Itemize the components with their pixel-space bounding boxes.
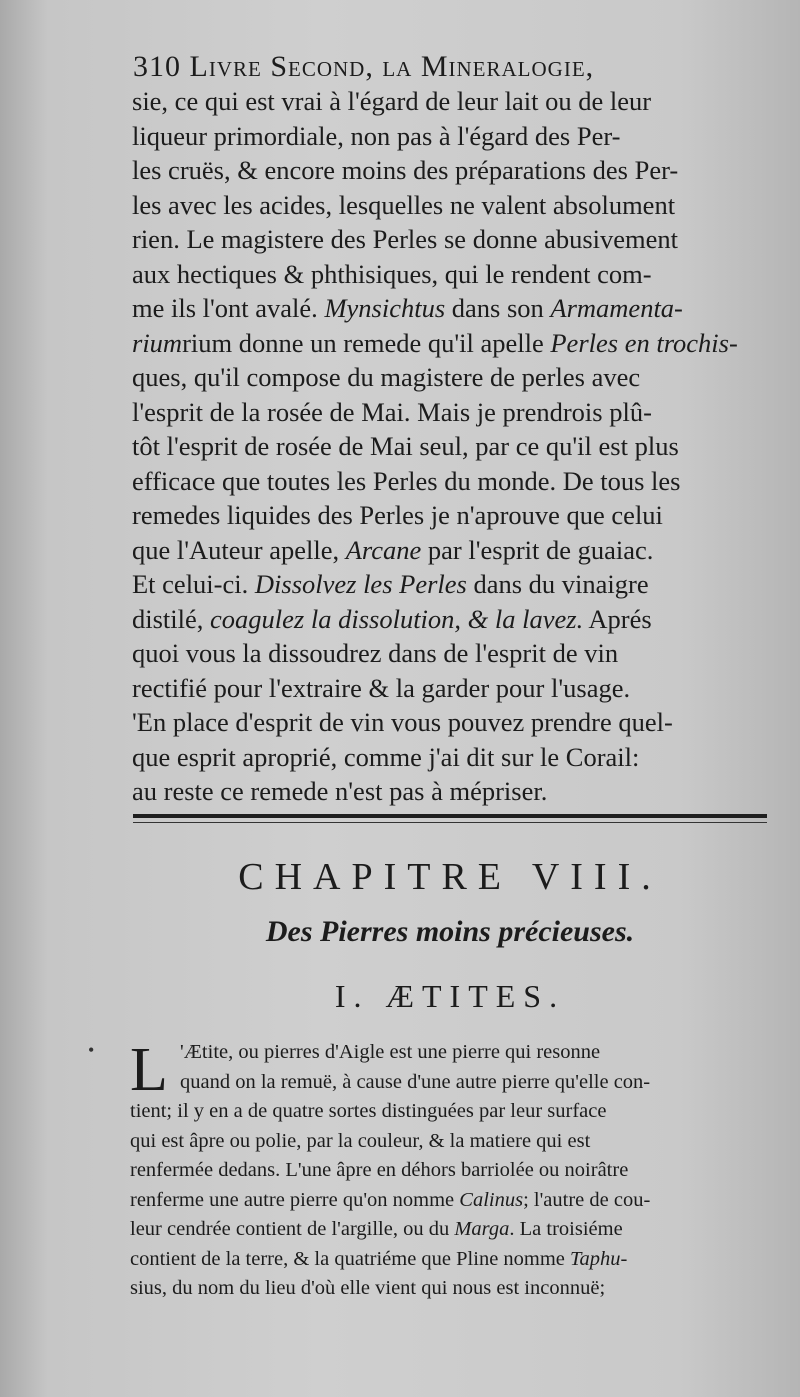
running-title: Livre Second, la Mineralogie, — [189, 50, 595, 83]
text-line: aux hectiques & phthisiques, qui le rendent com- — [132, 258, 652, 289]
italic-term: Dissolvez les Perles — [254, 569, 467, 599]
text-line: quand on la remuë, à cause d'une autre pierre qu'elle con- — [180, 1070, 651, 1093]
drop-cap: L — [130, 1036, 168, 1104]
text-segment: que l'Auteur apelle, — [132, 534, 346, 565]
text-line: rien. Le magistere des Perles se donne abusivement — [132, 224, 679, 254]
text-segment: leur cendrée contient de l'argille, ou du — [130, 1218, 455, 1240]
text-line — [130, 1245, 790, 1275]
text-line: que esprit aproprié, comme j'ai dit sur le Corail: — [132, 741, 640, 772]
running-header — [133, 50, 733, 84]
italic-title: Armamenta- — [550, 293, 683, 323]
text-line: rectifié pour l'extraire & la garder pour l'usage. — [132, 672, 631, 703]
text-line — [130, 1215, 790, 1245]
text-line: renfermée dedans. L'une âpre en déhors barriolée ou noirâtre — [130, 1159, 629, 1181]
italic-term: Arcane — [345, 534, 422, 565]
section-heading: I. ÆTITES. — [334, 978, 566, 1014]
italic-term: Taphu- — [570, 1247, 628, 1270]
text-segment: ; l'autre de cou- — [523, 1188, 651, 1211]
italic-term: Marga — [454, 1218, 510, 1240]
chapter-heading: CHAPITRE VIII. — [238, 856, 662, 898]
chapter-divider-thick — [133, 814, 767, 818]
text-line: remedes liquides des Perles je n'aprouve que celui — [132, 500, 663, 530]
paragraph-1 — [132, 84, 782, 809]
text-segment: rium donne un remede qu'il apelle — [182, 327, 551, 358]
text-line: efficace que toutes les Perles du monde. De tous les — [132, 465, 681, 496]
italic-term: Calinus — [459, 1188, 524, 1211]
text-segment: . La troisiéme — [509, 1218, 623, 1240]
text-line: 'Ætite, ou pierres d'Aigle est une pierre qui resonne — [180, 1041, 601, 1063]
text-line: l'esprit de la rosée de Mai. Mais je prendrois plû- — [132, 396, 652, 427]
text-segment: Aprés — [583, 603, 652, 634]
italic-term: Perles en trochis- — [550, 327, 738, 358]
text-line — [130, 1186, 790, 1216]
text-line: tient; il y en a de quatre sortes distinguées par leur surface — [130, 1100, 607, 1122]
paragraph-2 — [130, 1038, 790, 1304]
text-line — [132, 567, 782, 602]
italic-title: rium — [132, 327, 183, 358]
text-line: quoi vous la dissoudrez dans de l'esprit de vin — [132, 638, 619, 668]
text-line: 'En place d'esprit de vin vous pouvez prendre quel- — [132, 707, 673, 737]
text-segment: distilé, — [132, 603, 211, 634]
text-segment: contient de la terre, & la quatriéme que Pline nomme — [130, 1247, 571, 1270]
text-line: les cruës, & encore moins des préparations des Per- — [132, 155, 679, 185]
italic-term: coagulez la dissolution, & la lavez. — [210, 603, 584, 634]
text-line: sius, du nom du lieu d'où elle vient qui nous est inconnuë; — [130, 1277, 606, 1299]
text-line: au reste ce remede n'est pas à mépriser. — [132, 776, 548, 806]
text-line — [132, 326, 782, 361]
text-segment: dans son — [445, 293, 551, 323]
text-line — [132, 533, 782, 568]
text-segment: par l'esprit de guaiac. — [421, 534, 654, 565]
text-line: qui est âpre ou polie, par la couleur, & la matiere qui est — [130, 1129, 591, 1152]
text-line: sie, ce qui est vrai à l'égard de leur lait ou de leur — [132, 86, 652, 116]
text-line — [132, 291, 782, 326]
text-line: les avec les acides, lesquelles ne valent absolument — [132, 189, 676, 220]
text-segment: Et celui-ci. — [132, 569, 255, 599]
italic-author: Mynsichtus — [324, 293, 446, 323]
text-segment: dans du vinaigre — [466, 569, 649, 599]
page-number: 310 — [133, 50, 181, 83]
chapter-subtitle: Des Pierres moins précieuses. — [265, 915, 635, 948]
text-line — [132, 602, 782, 637]
text-segment: renferme une autre pierre qu'on nomme — [130, 1188, 460, 1211]
chapter-divider-thin — [133, 822, 767, 823]
text-segment: me ils l'ont avalé. — [132, 293, 325, 323]
text-line: ques, qu'il compose du magistere de perles avec — [132, 362, 641, 392]
margin-mark: • — [88, 1040, 95, 1060]
text-line: liqueur primordiale, non pas à l'égard des Per- — [132, 120, 621, 151]
text-line: tôt l'esprit de rosée de Mai seul, par ce qu'il est plus — [132, 431, 679, 461]
